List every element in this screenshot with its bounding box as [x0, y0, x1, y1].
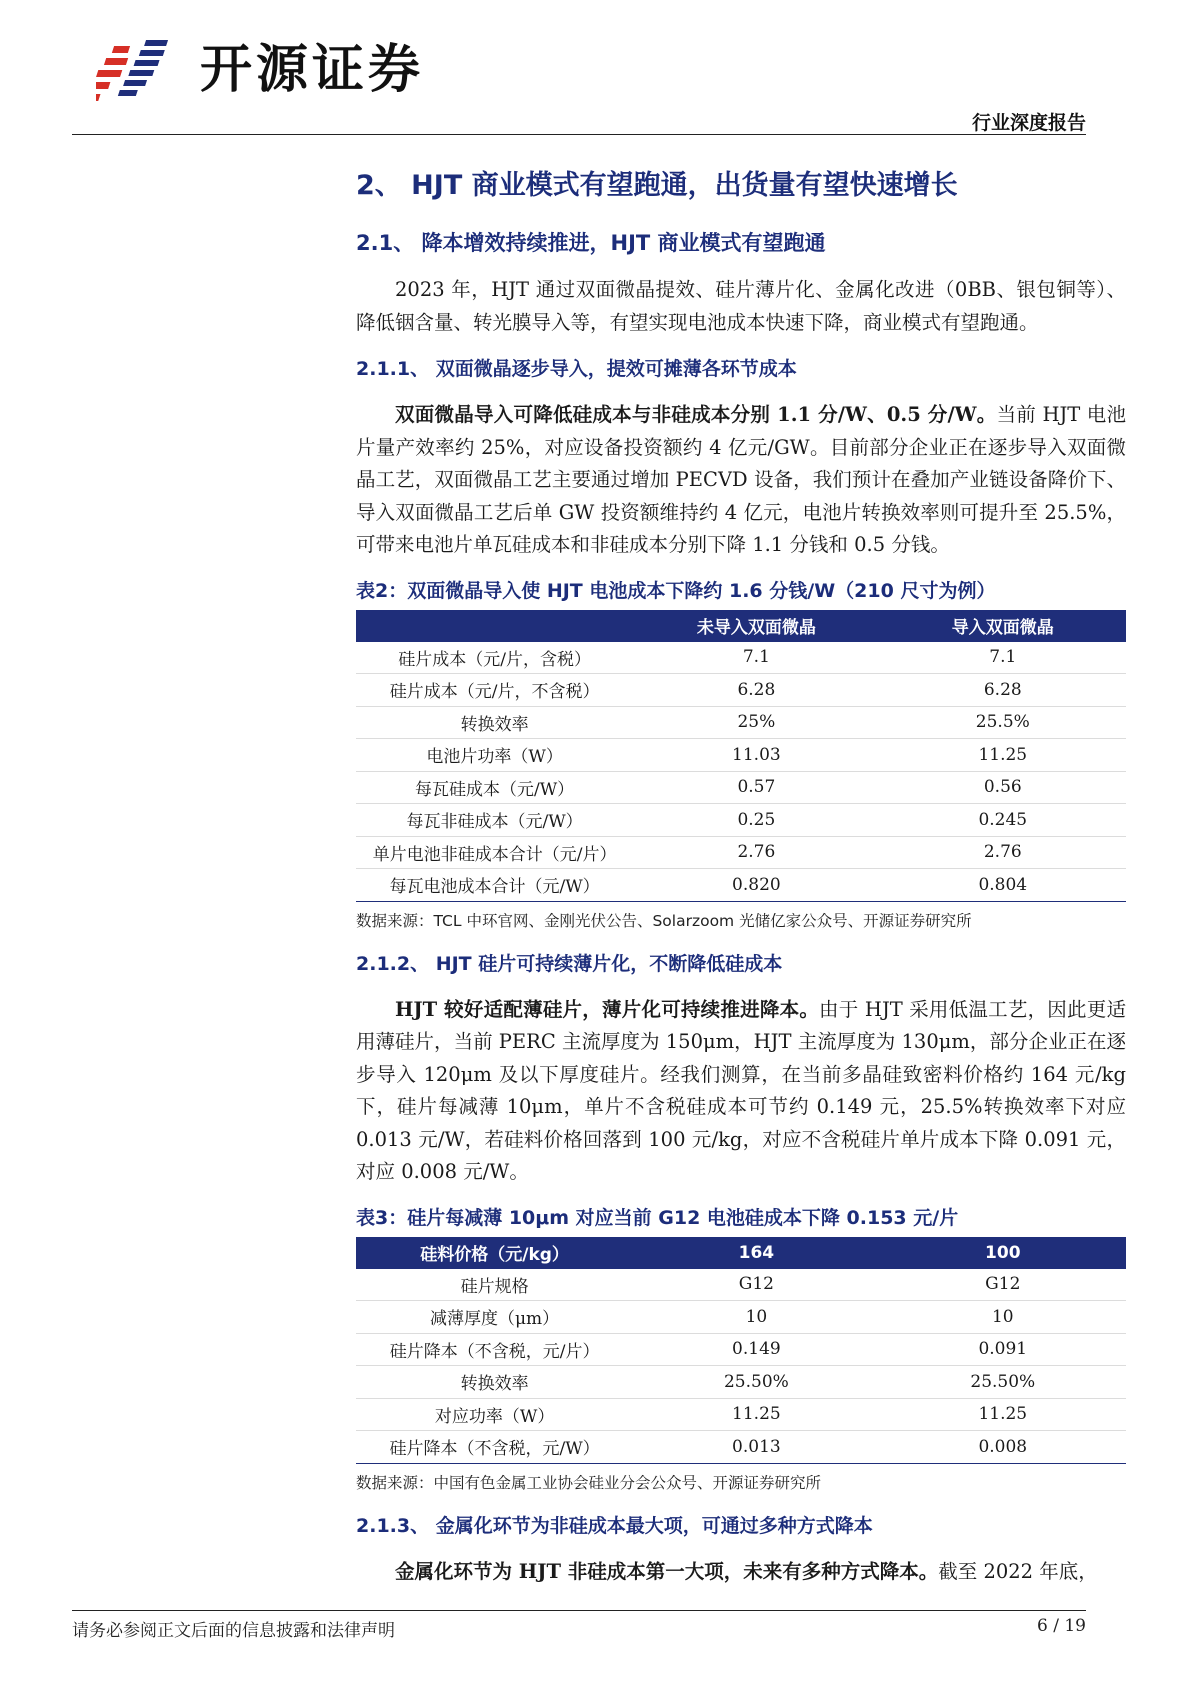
- table-cell: 25.50%: [633, 1366, 879, 1399]
- table-row: [356, 771, 1126, 804]
- table-cell: 0.091: [880, 1333, 1126, 1366]
- table-2-source: 数据来源：TCL 中环官网、金刚光伏公告、Solarzoom 光储亿家公众号、开源证券研究所: [356, 911, 972, 930]
- table-row: [356, 674, 1126, 707]
- footer-divider: [72, 1610, 1086, 1611]
- table-row: [356, 836, 1126, 869]
- subsection-2-1-paragraph: 2023 年，HJT 通过双面微晶提效、硅片薄片化、金属化改进（0BB、银包铜等）、降低铟含量、转光膜导入等，有望实现电池成本快速下降，商业模式有望跑通。: [356, 278, 1126, 334]
- subsection-2-1-2-paragraph: [356, 994, 1126, 1189]
- table-cell: 0.57: [633, 771, 879, 804]
- table-header-cell: 硅料价格（元/kg）: [356, 1237, 633, 1269]
- table-cell: 0.820: [633, 869, 879, 902]
- table-cell: 0.149: [633, 1333, 879, 1366]
- subsection-2-1-3-title: 2.1.3、 金属化环节为非硅成本最大项，可通过多种方式降本: [356, 1514, 873, 1537]
- table-header-row: [356, 610, 1126, 642]
- table-cell: 11.25: [880, 1398, 1126, 1431]
- table-cell: 对应功率（W）: [356, 1398, 633, 1431]
- table-row: [356, 642, 1126, 674]
- page-number: 6 / 19: [1037, 1616, 1086, 1636]
- table-cell: 11.25: [633, 1398, 879, 1431]
- subsection-2-1-1-title: 2.1.1、 双面微晶逐步导入，提效可摊薄各环节成本: [356, 358, 797, 380]
- logo-text: 开源证券: [200, 40, 425, 100]
- table-cell: 电池片功率（W）: [356, 739, 633, 772]
- table-header-cell: 未导入双面微晶: [633, 610, 879, 642]
- table-cell: 转换效率: [356, 706, 633, 739]
- table-cell: G12: [880, 1269, 1126, 1301]
- subsection-2-1-3-paragraph: [356, 1556, 1126, 1589]
- table-cell: 单片电池非硅成本合计（元/片）: [356, 836, 633, 869]
- paragraph-lead: 金属化环节为 HJT 非硅成本第一大项，未来有多种方式降本。: [395, 1559, 939, 1583]
- table-cell: 硅片规格: [356, 1269, 633, 1301]
- table-cell: 10: [633, 1301, 879, 1334]
- table-cell: 0.56: [880, 771, 1126, 804]
- table-row: [356, 804, 1126, 837]
- table-cell: 硅片降本（不含税，元/W）: [356, 1431, 633, 1464]
- paragraph-lead: 双面微晶导入可降低硅成本与非硅成本分别 1.1 分/W、0.5 分/W。: [395, 403, 997, 426]
- table-row: [356, 1269, 1126, 1301]
- table-cell: 7.1: [633, 642, 879, 674]
- table-3-source: 数据来源：中国有色金属工业协会硅业分会公众号、开源证券研究所: [356, 1473, 822, 1492]
- table-2: [356, 610, 1126, 902]
- table-row: [356, 1301, 1126, 1334]
- table-cell: 硅片降本（不含税，元/片）: [356, 1333, 633, 1366]
- table-cell: 转换效率: [356, 1366, 633, 1399]
- subsection-2-1-2-title: 2.1.2、 HJT 硅片可持续薄片化，不断降低硅成本: [356, 952, 783, 975]
- table-cell: 硅片成本（元/片，含税）: [356, 642, 633, 674]
- table-cell: 0.013: [633, 1431, 879, 1464]
- table-row: [356, 1333, 1126, 1366]
- table-cell: 11.03: [633, 739, 879, 772]
- table-cell: 0.008: [880, 1431, 1126, 1464]
- table-cell: 硅片成本（元/片，不含税）: [356, 674, 633, 707]
- subsection-2-1-title: 2.1、 降本增效持续推进，HJT 商业模式有望跑通: [356, 231, 826, 255]
- main-content: [356, 150, 1126, 1588]
- kaiyuan-logo-icon: [96, 34, 188, 106]
- table-cell: 25.5%: [880, 706, 1126, 739]
- table-row: [356, 1398, 1126, 1431]
- table-header-row: [356, 1237, 1126, 1269]
- report-type: 行业深度报告: [971, 112, 1086, 134]
- table-cell: 6.28: [633, 674, 879, 707]
- table-cell: 10: [880, 1301, 1126, 1334]
- table-cell: 25%: [633, 706, 879, 739]
- table-row: [356, 706, 1126, 739]
- paragraph-text: 当前 HJT 电池片量产效率约 25%，对应设备投资额约 4 亿元/GW。目前部分企业正在逐步导入双面微晶工艺，双面微晶工艺主要通过增加 PECVD 设备，我们预计在叠加产业链设备降价下、导入双面微晶工艺后单 GW 投资额维持约 4 亿元，电池片转换效率则可提升至 25.5%，可带来电池片单瓦硅成本和非硅成本分别下降 1.1 分钱和 0.5 分钱。: [356, 403, 1127, 556]
- table-2-caption: 表2：双面微晶导入使 HJT 电池成本下降约 1.6 分钱/W（210 尺寸为例）: [356, 579, 996, 602]
- paragraph-text: 截至 2022 年底，: [938, 1559, 1098, 1583]
- footer-disclaimer: 请务必参阅正文后面的信息披露和法律声明: [72, 1621, 395, 1641]
- header-divider: [72, 134, 1086, 135]
- table-cell: 6.28: [880, 674, 1126, 707]
- table-cell: 0.804: [880, 869, 1126, 902]
- table-cell: 每瓦电池成本合计（元/W）: [356, 869, 633, 902]
- paragraph-text: 由于 HJT 采用低温工艺，因此更适用薄硅片，当前 PERC 主流厚度为 150μm，HJT 主流厚度为 130μm，部分企业正在逐步导入 120μm 及以下厚度硅片。经我们测算，在当前多晶硅致密料价格约 164 元/kg 下，硅片每减薄 10μm，单片不含税硅成本可节约 0.149 元，25.5%转换效率下对应 0.013 元/W，若硅料价格回落到 100 元/kg，对应不含税硅片单片成本下降 0.091 元，对应 0.008 元/W。: [356, 997, 1126, 1183]
- table-row: [356, 1431, 1126, 1464]
- table-row: [356, 869, 1126, 902]
- table-row: [356, 739, 1126, 772]
- table-3: [356, 1237, 1126, 1464]
- table-cell: G12: [633, 1269, 879, 1301]
- table-cell: 0.245: [880, 804, 1126, 837]
- table-row: [356, 1366, 1126, 1399]
- table-header-cell: [356, 610, 633, 642]
- section-title: 2、 HJT 商业模式有望跑通，出货量有望快速增长: [356, 170, 958, 201]
- table-cell: 25.50%: [880, 1366, 1126, 1399]
- table-cell: 11.25: [880, 739, 1126, 772]
- table-cell: 2.76: [633, 836, 879, 869]
- table-header-cell: 100: [880, 1237, 1126, 1269]
- table-3-caption: 表3：硅片每减薄 10μm 对应当前 G12 电池硅成本下降 0.153 元/片: [356, 1206, 959, 1229]
- logo: [96, 34, 424, 106]
- subsection-2-1-1-paragraph: [356, 399, 1126, 562]
- table-cell: 每瓦硅成本（元/W）: [356, 771, 633, 804]
- table-cell: 0.25: [633, 804, 879, 837]
- paragraph-lead: HJT 较好适配薄硅片，薄片化可持续推进降本。: [395, 997, 820, 1021]
- table-cell: 7.1: [880, 642, 1126, 674]
- table-cell: 2.76: [880, 836, 1126, 869]
- table-header-cell: 164: [633, 1237, 879, 1269]
- table-cell: 每瓦非硅成本（元/W）: [356, 804, 633, 837]
- table-cell: 减薄厚度（μm）: [356, 1301, 633, 1334]
- table-header-cell: 导入双面微晶: [880, 610, 1126, 642]
